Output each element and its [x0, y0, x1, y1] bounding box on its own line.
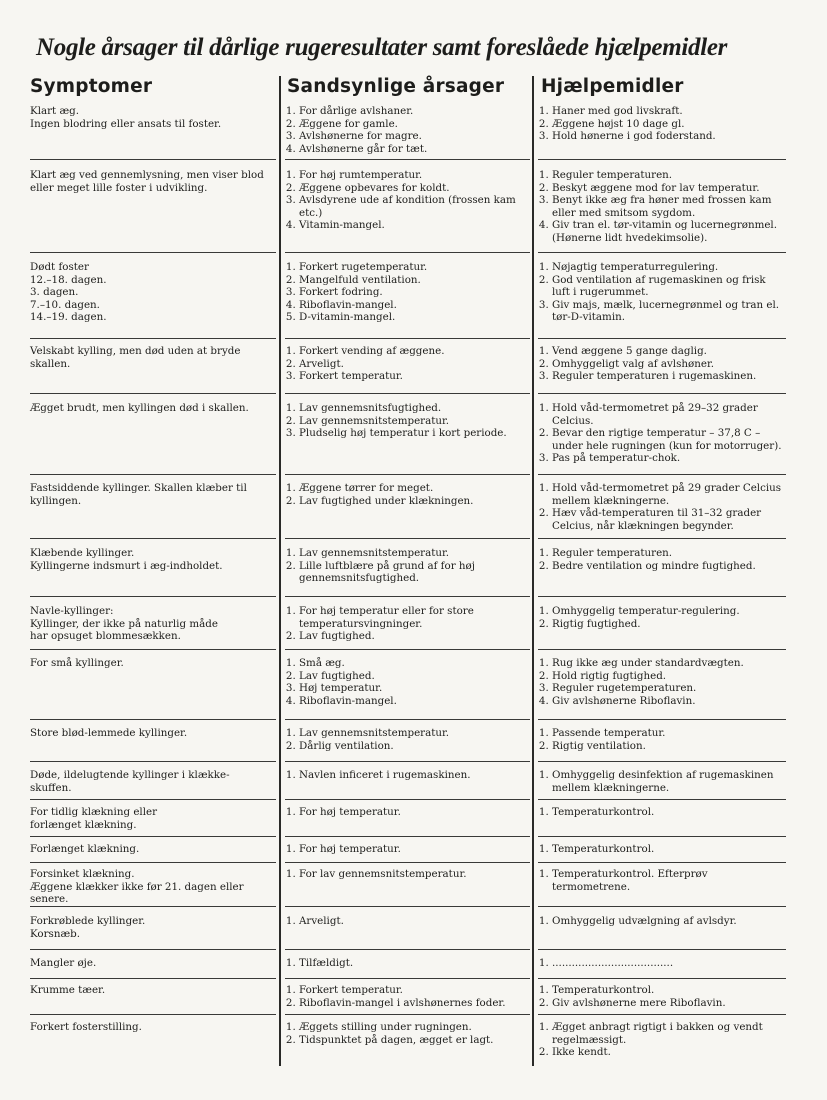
symptom-line: Forkert fosterstilling.	[30, 1021, 142, 1033]
numbered-list	[285, 1021, 530, 1046]
numbered-list	[538, 169, 786, 245]
row-divider	[30, 538, 276, 539]
remedies-list	[538, 769, 786, 794]
list-item: 2. Lav gennemsnitstemperatur.	[299, 415, 530, 428]
row-divider	[30, 906, 276, 907]
row-divider	[30, 799, 276, 800]
numbered-list	[285, 345, 530, 383]
header-remedies: Hjælpemidler	[541, 76, 684, 97]
symptom-text	[30, 169, 276, 194]
numbered-list	[285, 605, 530, 643]
list-item: 2. Omhyggeligt valg af avlshøner.	[552, 358, 786, 371]
remedies-list	[538, 547, 786, 572]
numbered-list	[285, 806, 530, 819]
symptom-line: Korsnæb.	[30, 927, 80, 940]
list-item: 4. Riboflavin-mangel.	[299, 695, 530, 708]
remedies-list	[538, 482, 786, 532]
list-item: 4. Vitamin-mangel.	[299, 219, 530, 232]
column-divider-2	[532, 76, 534, 1066]
causes-list	[285, 105, 530, 155]
list-item: 2. Beskyt æggene mod for lav temperatur.	[552, 182, 786, 195]
list-item: 2. Hold rigtig fugtighed.	[552, 670, 786, 683]
numbered-list	[285, 984, 530, 1009]
list-item: 3. Pludselig høj temperatur i kort periode.	[299, 427, 530, 440]
list-item: 1. For dårlige avlshaner.	[299, 105, 530, 118]
list-item: 2. Rigtig fugtighed.	[552, 618, 786, 631]
list-item: 1. Arveligt.	[299, 915, 530, 928]
symptom-text	[30, 727, 276, 740]
list-item: 1. Passende temperatur.	[552, 727, 786, 740]
remedies-list	[538, 843, 786, 856]
row-divider	[538, 978, 786, 979]
remedies-list	[538, 605, 786, 630]
row-divider	[285, 761, 530, 762]
list-item: 1. Omhyggelig udvælgning af avlsdyr.	[552, 915, 786, 928]
row-divider	[285, 393, 530, 394]
list-item: 1. Lav gennemsnitstemperatur.	[299, 727, 530, 740]
numbered-list	[538, 868, 786, 893]
row-divider	[285, 649, 530, 650]
row-divider	[285, 799, 530, 800]
list-item: 1. Lav gennemsnitstemperatur.	[299, 547, 530, 560]
symptom-text	[30, 605, 276, 643]
symptom-line: Forkrøblede kyllinger.	[30, 915, 146, 927]
numbered-list	[538, 261, 786, 324]
list-item: 1. Haner med god livskraft.	[552, 105, 786, 118]
symptom-text	[30, 843, 276, 856]
symptom-text	[30, 957, 276, 970]
list-item: 1. For høj rumtemperatur.	[299, 169, 530, 182]
remedies-list	[538, 169, 786, 245]
list-item: 1. Forkert vending af æggene.	[299, 345, 530, 358]
list-item: 1. Forkert rugetemperatur.	[299, 261, 530, 274]
row-divider	[285, 159, 530, 160]
symptom-line: Store blød-lemmede kyllinger.	[30, 727, 188, 739]
list-item: 1. Temperaturkontrol.	[552, 843, 786, 856]
numbered-list	[285, 105, 530, 155]
row-divider	[285, 474, 530, 475]
row-divider	[30, 338, 276, 339]
symptom-text	[30, 806, 276, 831]
numbered-list	[538, 984, 786, 1009]
list-item: 1. Hold våd-termometret på 29–32 grader Celcius.	[552, 402, 786, 427]
list-item: 1. Lav gennemsnitsfugtighed.	[299, 402, 530, 415]
symptom-text	[30, 868, 276, 906]
row-divider	[285, 719, 530, 720]
causes-list	[285, 806, 530, 819]
remedies-list	[538, 657, 786, 707]
symptom-line: Klart æg ved gennemlysning, men viser blod	[30, 169, 264, 181]
causes-list	[285, 345, 530, 383]
symptom-line: Velskabt kylling, men død uden at bryde	[30, 345, 241, 357]
row-divider	[30, 1014, 276, 1015]
row-divider	[538, 761, 786, 762]
causes-list	[285, 657, 530, 707]
row-divider	[30, 252, 276, 253]
remedies-list	[538, 1021, 786, 1059]
symptom-line: har opsuget blommesækken.	[30, 630, 181, 643]
list-item: 1. Omhyggelig desinfektion af rugemaskinen mellem klækningerne.	[552, 769, 786, 794]
list-item: 1. For høj temperatur.	[299, 843, 530, 856]
row-divider	[538, 949, 786, 950]
list-item: 1. Temperaturkontrol.	[552, 984, 786, 997]
list-item: 4. Giv tran el. tør-vitamin og lucernegrønmel. (Hønerne lidt hvedekimsolie).	[552, 219, 786, 244]
list-item: 3. Forkert fodring.	[299, 286, 530, 299]
row-divider	[538, 159, 786, 160]
list-item: 2. Lav fugtighed.	[299, 670, 530, 683]
list-item: 1. Æggets stilling under rugningen.	[299, 1021, 530, 1034]
symptom-line: 7.–10. dagen.	[30, 298, 100, 311]
list-item: 2. Æggene højst 10 dage gl.	[552, 118, 786, 131]
symptom-text	[30, 1021, 276, 1034]
numbered-list	[285, 868, 530, 881]
row-divider	[30, 978, 276, 979]
symptom-line: Æggene klækker ikke før 21. dagen eller	[30, 880, 244, 893]
row-divider	[285, 252, 530, 253]
list-item: 2. Riboflavin-mangel i avlshønernes foder.	[299, 997, 530, 1010]
list-item: 1. Forkert temperatur.	[299, 984, 530, 997]
row-divider	[285, 338, 530, 339]
symptom-text	[30, 915, 276, 940]
numbered-list	[538, 482, 786, 532]
list-item: 1. Æggene tørrer for meget.	[299, 482, 530, 495]
remedies-list	[538, 727, 786, 752]
list-item: 3. Avlsdyrene ude af kondition (frossen kam etc.)	[299, 194, 530, 219]
row-divider	[538, 338, 786, 339]
row-divider	[538, 906, 786, 907]
list-item: 2. Rigtig ventilation.	[552, 740, 786, 753]
symptom-line: Klart æg.	[30, 105, 80, 117]
symptom-text	[30, 482, 276, 507]
list-item: 2. Dårlig ventilation.	[299, 740, 530, 753]
list-item: 3. Avlshønerne for magre.	[299, 130, 530, 143]
symptom-line: Krumme tæer.	[30, 984, 106, 996]
row-divider	[538, 649, 786, 650]
list-item: 2. Æggene opbevares for koldt.	[299, 182, 530, 195]
symptom-line: Ægget brudt, men kyllingen død i skallen.	[30, 402, 249, 414]
symptom-line: Dødt foster	[30, 261, 89, 273]
numbered-list	[538, 727, 786, 752]
list-item: 1. For høj temperatur eller for store temperatursvingninger.	[299, 605, 530, 630]
row-divider	[538, 596, 786, 597]
list-item: 4. Giv avlshønerne Riboflavin.	[552, 695, 786, 708]
list-item: 3. Hold hønerne i god foderstand.	[552, 130, 786, 143]
list-item: 3. Benyt ikke æg fra høner med frossen kam eller med smitsom sygdom.	[552, 194, 786, 219]
row-divider	[538, 252, 786, 253]
list-item: 3. Høj temperatur.	[299, 682, 530, 695]
list-item: 2. Tidspunktet på dagen, ægget er lagt.	[299, 1034, 530, 1047]
list-item: 3. Reguler rugetemperaturen.	[552, 682, 786, 695]
row-divider	[285, 836, 530, 837]
row-divider	[538, 393, 786, 394]
list-item: 1. Navlen inficeret i rugemaskinen.	[299, 769, 530, 782]
list-item: 1. For høj temperatur.	[299, 806, 530, 819]
symptom-line: For tidlig klækning eller	[30, 806, 158, 818]
symptom-text	[30, 769, 276, 794]
symptom-line: 12.–18. dagen.	[30, 273, 107, 286]
row-divider	[30, 596, 276, 597]
remedies-list	[538, 868, 786, 893]
symptom-line: Døde, ildelugtende kyllinger i klække-	[30, 769, 230, 781]
causes-list	[285, 915, 530, 928]
list-item: 2. God ventilation af rugemaskinen og frisk luft i rugerummet.	[552, 274, 786, 299]
numbered-list	[538, 843, 786, 856]
causes-list	[285, 261, 530, 324]
causes-list	[285, 843, 530, 856]
list-item: 1. .....................................	[552, 957, 786, 970]
row-divider	[285, 906, 530, 907]
list-item: 1. Omhyggelig temperatur-regulering.	[552, 605, 786, 618]
list-item: 3. Forkert temperatur.	[299, 370, 530, 383]
numbered-list	[538, 1021, 786, 1059]
causes-list	[285, 402, 530, 440]
numbered-list	[538, 345, 786, 383]
symptom-text	[30, 345, 276, 370]
symptom-line: Kyllingerne indsmurt i æg-indholdet.	[30, 559, 223, 572]
row-divider	[285, 538, 530, 539]
causes-list	[285, 169, 530, 232]
row-divider	[30, 836, 276, 837]
row-divider	[538, 474, 786, 475]
numbered-list	[285, 547, 530, 585]
symptom-text	[30, 402, 276, 415]
numbered-list	[538, 769, 786, 794]
row-divider	[30, 949, 276, 950]
causes-list	[285, 868, 530, 881]
row-divider	[285, 596, 530, 597]
list-item: 3. Giv majs, mælk, lucernegrønmel og tran el. tør-D-vitamin.	[552, 299, 786, 324]
numbered-list	[285, 843, 530, 856]
symptom-line: Klæbende kyllinger.	[30, 547, 135, 559]
list-item: 2. Æggene for gamle.	[299, 118, 530, 131]
row-divider	[538, 836, 786, 837]
list-item: 1. Tilfældigt.	[299, 957, 530, 970]
symptom-text	[30, 984, 276, 997]
symptom-line: eller meget lille foster i udvikling.	[30, 181, 208, 194]
list-item: 2. Lille luftblære på grund af for høj gennemsnitsfugtighed.	[299, 560, 530, 585]
list-item: 1. Temperaturkontrol. Efterprøv termometrene.	[552, 868, 786, 893]
row-divider	[30, 719, 276, 720]
list-item: 1. For lav gennemsnitstemperatur.	[299, 868, 530, 881]
numbered-list	[285, 482, 530, 507]
causes-list	[285, 769, 530, 782]
list-item: 2. Mangelfuld ventilation.	[299, 274, 530, 287]
symptom-line: Forlænget klækning.	[30, 843, 140, 855]
header-symptoms: Symptomer	[30, 76, 153, 97]
causes-list	[285, 1021, 530, 1046]
list-item: 2. Bedre ventilation og mindre fugtighed.	[552, 560, 786, 573]
numbered-list	[285, 769, 530, 782]
numbered-list	[285, 169, 530, 232]
list-item: 1. Vend æggene 5 gange daglig.	[552, 345, 786, 358]
list-item: 2. Ikke kendt.	[552, 1046, 786, 1059]
row-divider	[538, 1014, 786, 1015]
symptom-line: skallen.	[30, 357, 71, 370]
symptom-line: forlænget klækning.	[30, 818, 137, 831]
remedies-list	[538, 105, 786, 143]
list-item: 4. Riboflavin-mangel.	[299, 299, 530, 312]
list-item: 1. Reguler temperaturen.	[552, 169, 786, 182]
numbered-list	[538, 915, 786, 928]
symptom-line: For små kyllinger.	[30, 657, 124, 669]
row-divider	[285, 862, 530, 863]
row-divider	[538, 719, 786, 720]
symptom-text	[30, 547, 276, 572]
list-item: 2. Lav fugtighed under klækningen.	[299, 495, 530, 508]
numbered-list	[538, 547, 786, 572]
causes-list	[285, 727, 530, 752]
row-divider	[538, 862, 786, 863]
numbered-list	[538, 957, 786, 970]
list-item: 4. Avlshønerne går for tæt.	[299, 143, 530, 156]
row-divider	[30, 159, 276, 160]
symptom-line: Fastsiddende kyllinger. Skallen klæber til	[30, 482, 247, 494]
remedies-list	[538, 915, 786, 928]
symptom-line: Forsinket klækning.	[30, 868, 135, 880]
list-item: 3. Reguler temperaturen i rugemaskinen.	[552, 370, 786, 383]
numbered-list	[538, 657, 786, 707]
header-causes: Sandsynlige årsager	[287, 76, 505, 97]
list-item: 2. Lav fugtighed.	[299, 630, 530, 643]
numbered-list	[538, 105, 786, 143]
symptom-line: Kyllinger, der ikke på naturlig måde	[30, 617, 218, 630]
remedies-list	[538, 261, 786, 324]
causes-list	[285, 957, 530, 970]
row-divider	[538, 799, 786, 800]
row-divider	[30, 862, 276, 863]
row-divider	[30, 649, 276, 650]
causes-list	[285, 547, 530, 585]
column-divider-1	[279, 76, 281, 1066]
remedies-list	[538, 806, 786, 819]
symptom-text	[30, 105, 276, 130]
list-item: 2. Hæv våd-temperaturen til 31–32 grader Celcius, når klækningen begynder.	[552, 507, 786, 532]
symptom-line: 3. dagen.	[30, 286, 79, 299]
row-divider	[285, 949, 530, 950]
list-item: 5. D-vitamin-mangel.	[299, 311, 530, 324]
numbered-list	[285, 402, 530, 440]
list-item: 1. Nøjagtig temperaturregulering.	[552, 261, 786, 274]
row-divider	[285, 1014, 530, 1015]
numbered-list	[538, 605, 786, 630]
causes-list	[285, 984, 530, 1009]
symptom-text	[30, 261, 276, 324]
row-divider	[285, 978, 530, 979]
remedies-list	[538, 402, 786, 465]
numbered-list	[285, 957, 530, 970]
numbered-list	[285, 261, 530, 324]
causes-list	[285, 482, 530, 507]
list-item: 1. Små æg.	[299, 657, 530, 670]
remedies-list	[538, 984, 786, 1009]
causes-list	[285, 605, 530, 643]
symptom-line: 14.–19. dagen.	[30, 311, 107, 324]
list-item: 2. Giv avlshønerne mere Riboflavin.	[552, 997, 786, 1010]
list-item: 1. Reguler temperaturen.	[552, 547, 786, 560]
symptom-line: kyllingen.	[30, 494, 82, 507]
remedies-list	[538, 957, 786, 970]
symptom-line: Navle-kyllinger:	[30, 605, 114, 617]
list-item: 1. Ægget anbragt rigtigt i bakken og vendt regelmæssigt.	[552, 1021, 786, 1046]
numbered-list	[285, 727, 530, 752]
list-item: 1. Rug ikke æg under standardvægten.	[552, 657, 786, 670]
symptom-line: senere.	[30, 893, 69, 906]
list-item: 2. Bevar den rigtige temperatur – 37,8 C – under hele rugningen (kun for motorruger).	[552, 427, 786, 452]
numbered-list	[538, 806, 786, 819]
list-item: 1. Temperaturkontrol.	[552, 806, 786, 819]
list-item: 2. Arveligt.	[299, 358, 530, 371]
numbered-list	[285, 915, 530, 928]
row-divider	[30, 393, 276, 394]
symptom-line: Ingen blodring eller ansats til foster.	[30, 117, 222, 130]
row-divider	[538, 538, 786, 539]
numbered-list	[285, 657, 530, 707]
row-divider	[30, 474, 276, 475]
symptom-text	[30, 657, 276, 670]
numbered-list	[538, 402, 786, 465]
list-item: 3. Pas på temperatur-chok.	[552, 452, 786, 465]
remedies-list	[538, 345, 786, 383]
page-title: Nogle årsager til dårlige rugeresultater samt foreslåede hjælpemidler	[36, 34, 728, 61]
row-divider	[30, 761, 276, 762]
symptom-line: skuffen.	[30, 781, 72, 794]
list-item: 1. Hold våd-termometret på 29 grader Celcius mellem klækningerne.	[552, 482, 786, 507]
symptom-line: Mangler øje.	[30, 957, 97, 969]
